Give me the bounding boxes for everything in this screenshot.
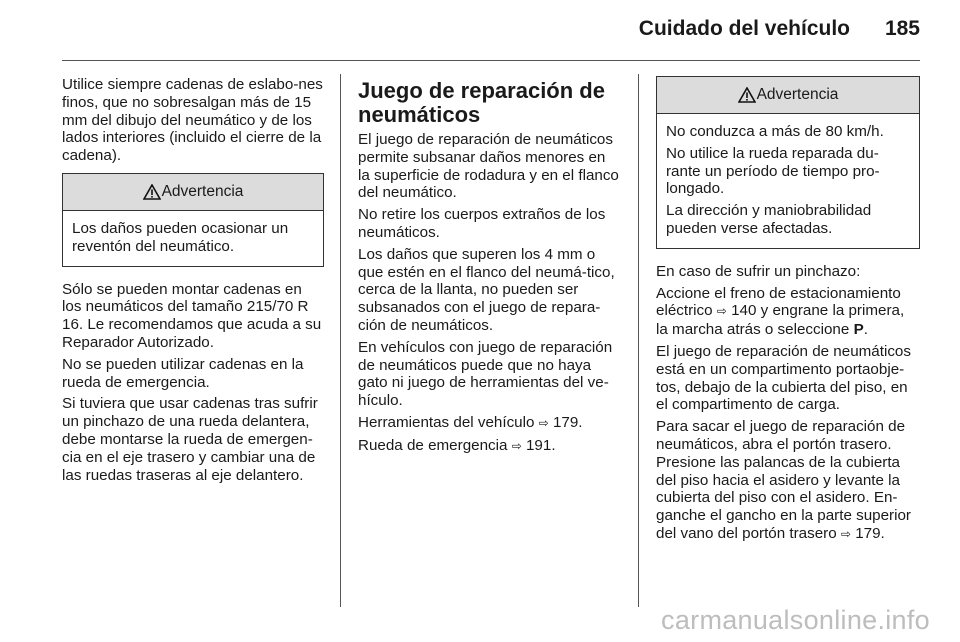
section-heading: Juego de reparación de neumáticos	[358, 78, 605, 127]
arrow-reference-icon: ⇨	[840, 526, 851, 541]
warning-line: La dirección y maniobrabilidad pueden verse afectadas.	[666, 202, 872, 237]
cross-reference	[358, 437, 620, 456]
page-number: 185	[884, 17, 920, 40]
paragraph: En vehículos con juego de reparación de neumáticos puede que no haya gato ni juego de herramientas del ve-hículo.	[358, 338, 613, 410]
header-divider	[62, 60, 920, 61]
warning-header	[657, 77, 919, 114]
paragraph: Los daños que superen los 4 mm o que estén en el flanco del neumá-tico, cerca de la llanta, no pueden ser subsanados con el juego de repara-ción de neumáticos.	[358, 245, 615, 334]
warning-text: Los daños pueden ocasionar un reventón del neumático.	[72, 219, 289, 255]
warning-title: Advertencia	[161, 183, 244, 201]
column-1	[62, 76, 324, 488]
warning-header	[63, 174, 323, 211]
column-3	[656, 76, 920, 548]
warning-box	[656, 76, 920, 249]
paragraph: En caso de sufrir un pinchazo:	[656, 262, 861, 280]
paragraph: Sólo se pueden montar cadenas en los neumáticos del tamaño 215/70 R 16. Le recomendamos que acuda a su Reparador Autorizado.	[62, 280, 322, 351]
text-run: Accione el freno de estacionamiento eléctrico	[656, 284, 901, 320]
text-run: .	[863, 321, 868, 339]
paragraph	[656, 285, 920, 339]
watermark: carmanualsonline.info	[661, 605, 930, 635]
paragraph: El juego de reparación de neumáticos permite subsanar daños menores en la superficie de rodadura y en el flanco del neumático.	[358, 131, 619, 202]
reference-page[interactable]: 179.	[855, 524, 885, 542]
arrow-reference-icon: ⇨	[511, 438, 522, 453]
warning-box	[62, 173, 324, 267]
column-2	[358, 76, 620, 460]
warning-body	[657, 114, 919, 248]
paragraph: El juego de reparación de neumáticos está en un compartimento portaobje-tos, debajo de la cubierta del piso, en el compartimento de carga.	[656, 342, 911, 414]
paragraph: Si tuviera que usar cadenas tras sufrir un pinchazo de una rueda delantera, debe montarse la rueda de emergen-cia en el eje trasero y cambiar una de las ruedas traseras al eje delantero.	[62, 395, 318, 484]
paragraph	[656, 418, 920, 544]
paragraph: Utilice siempre cadenas de eslabo-nes finos, que no sobresalgan más de 15 mm del dibujo del neumático y de los lados interiores (incluido el cierre de la cadena).	[62, 76, 323, 165]
paragraph: No se pueden utilizar cadenas en la rueda de emergencia.	[62, 355, 304, 391]
page-header	[0, 0, 960, 64]
paragraph: No retire los cuerpos extraños de los neumáticos.	[358, 206, 606, 241]
text-run: Para sacar el juego de reparación de neumáticos, abra el portón trasero. Presione las palancas de la cubierta del piso hacia el asidero y levante la cubierta del piso con el asidero. En-ganche el gancho en la parte superior del vano del portón trasero	[656, 418, 911, 542]
reference-page[interactable]: 140	[731, 302, 757, 320]
reference-page[interactable]: 191.	[525, 436, 556, 454]
reference-page[interactable]: 179.	[552, 413, 583, 431]
arrow-reference-icon: ⇨	[538, 415, 549, 430]
arrow-reference-icon: ⇨	[716, 304, 727, 319]
warning-line: No utilice la rueda reparada du-rante un período de tiempo pro-longado.	[666, 144, 880, 198]
reference-text: Rueda de emergencia	[358, 436, 508, 454]
column-divider-1	[340, 74, 341, 607]
column-divider-2	[638, 74, 639, 607]
gear-symbol: P	[853, 321, 864, 339]
warning-triangle-icon	[143, 184, 161, 200]
reference-text: Herramientas del vehículo	[358, 413, 535, 431]
warning-title: Advertencia	[756, 86, 839, 104]
section-title: Cuidado del vehículo	[638, 17, 850, 40]
warning-body	[63, 211, 323, 266]
text-run: y engrane la primera, la marcha atrás o seleccione	[656, 302, 905, 339]
warning-line: No conduzca a más de 80 km/h.	[666, 123, 884, 140]
warning-triangle-icon	[738, 87, 756, 103]
cross-reference	[358, 414, 620, 433]
